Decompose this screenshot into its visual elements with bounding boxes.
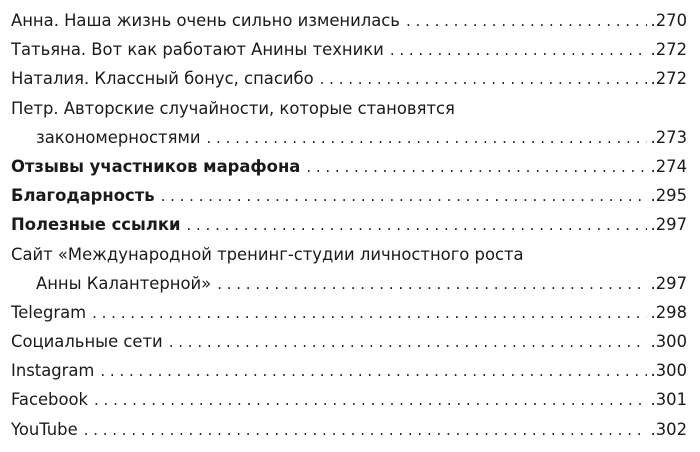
dot-leader bbox=[169, 328, 647, 357]
dot-leader bbox=[320, 65, 647, 94]
toc-entry-facebook[interactable] bbox=[11, 385, 687, 414]
dot-leader bbox=[406, 7, 647, 36]
toc-entry-nataliya[interactable] bbox=[11, 64, 687, 93]
toc-section-title: Отзывы участников марафона bbox=[11, 156, 301, 176]
dot-leader bbox=[186, 211, 646, 240]
toc-entry-title: Петр. Авторские случайности, которые становятся bbox=[11, 98, 455, 118]
toc-entry-tatyana[interactable] bbox=[11, 35, 687, 64]
toc-entry-acknowledgements[interactable] bbox=[11, 181, 687, 210]
toc-page-number: .272 bbox=[650, 40, 687, 60]
toc-entry-site-line2[interactable] bbox=[11, 269, 687, 298]
toc-entry-petr-line2[interactable] bbox=[11, 123, 687, 152]
toc-entry-site-line1[interactable] bbox=[11, 240, 687, 269]
dot-leader bbox=[100, 357, 646, 386]
toc-entry-title: Telegram bbox=[11, 302, 87, 322]
toc-entry-title: Социальные сети bbox=[11, 332, 163, 352]
toc-entry-title: Facebook bbox=[11, 390, 89, 410]
toc-entry-reviews[interactable] bbox=[11, 152, 687, 181]
toc-entry-social-networks[interactable] bbox=[11, 327, 687, 356]
toc-entry-telegram[interactable] bbox=[11, 298, 687, 327]
toc-page-number: .272 bbox=[650, 69, 687, 89]
toc-entry-petr-line1[interactable] bbox=[11, 94, 687, 123]
dot-leader bbox=[84, 416, 647, 445]
toc-entry-title-continued: закономерностями bbox=[36, 127, 201, 147]
toc-page-number: .297 bbox=[650, 273, 687, 293]
toc-page-number: .273 bbox=[650, 127, 687, 147]
toc-entry-title-continued: Анны Калантерной» bbox=[36, 273, 212, 293]
dot-leader bbox=[94, 386, 646, 415]
toc-page-number: .274 bbox=[650, 156, 687, 176]
toc-entry-youtube[interactable] bbox=[11, 415, 687, 444]
table-of-contents bbox=[11, 6, 687, 444]
toc-entry-title: Наталия. Классный бонус, спасибо bbox=[11, 69, 314, 89]
toc-entry-title: Сайт «Международной тренинг-студии личностного роста bbox=[11, 244, 524, 264]
toc-page-number: .300 bbox=[650, 361, 687, 381]
dot-leader bbox=[306, 153, 646, 182]
toc-entry-title: Instagram bbox=[11, 361, 95, 381]
toc-entry-title: Татьяна. Вот как работают Анины техники bbox=[11, 40, 384, 60]
dot-leader bbox=[206, 124, 646, 153]
toc-page-number: .300 bbox=[650, 332, 687, 352]
toc-entry-instagram[interactable] bbox=[11, 356, 687, 385]
toc-section-title: Полезные ссылки bbox=[11, 215, 181, 235]
toc-page-number: .301 bbox=[650, 390, 687, 410]
dot-leader bbox=[217, 270, 646, 299]
toc-entry-title: Анна. Наша жизнь очень сильно изменилась bbox=[11, 11, 400, 30]
toc-page-number: .302 bbox=[650, 419, 687, 439]
toc-entry-anna[interactable] bbox=[11, 6, 687, 35]
toc-page-number: .295 bbox=[650, 186, 687, 206]
toc-entry-title: YouTube bbox=[11, 419, 78, 439]
dot-leader bbox=[390, 36, 647, 65]
dot-leader bbox=[92, 299, 646, 328]
dot-leader bbox=[161, 182, 647, 211]
toc-page-number: .270 bbox=[650, 11, 687, 30]
toc-page-number: .297 bbox=[650, 215, 687, 235]
toc-section-title: Благодарность bbox=[11, 186, 155, 206]
toc-page-number: .298 bbox=[650, 302, 687, 322]
toc-entry-useful-links[interactable] bbox=[11, 210, 687, 239]
